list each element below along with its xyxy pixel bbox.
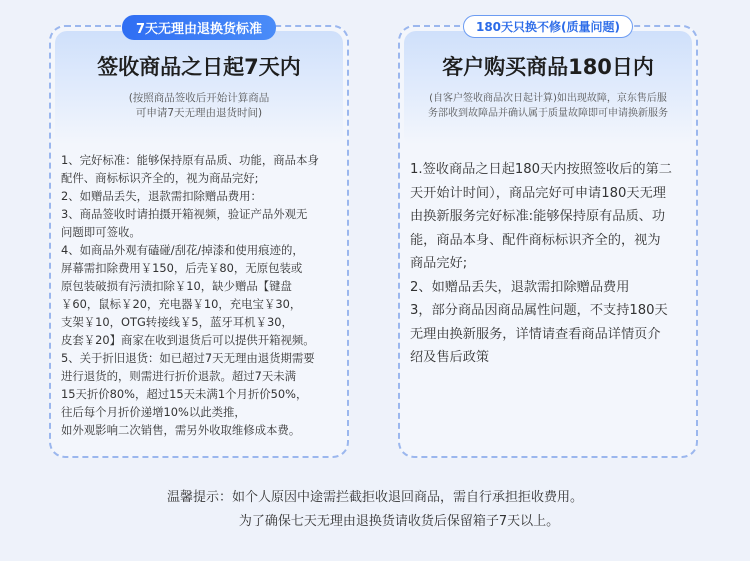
card-badge: 7天无理由退换货标准 [122, 15, 276, 40]
policy-item: 3，部分商品因商品属性问题，不支持180天 无理由换新服务，详情请查看商品详情页介 绍及售后政策 [410, 303, 668, 365]
policy-item: 4、如商品外观有磕碰/刮花/掉漆和使用痕迹的， 屏幕需扣除费用￥150，后壳￥80，无原包装或 原包装破损有污渍扣除￥10，缺少赠品【键盘 ￥60，鼠标￥20，充电器￥10，充电宝￥30， 支架￥10，OTG转接线￥5，蓝牙耳机￥30， 皮套￥20】商家在收到退货后可以提供开箱视频。 [61, 243, 315, 347]
warm-tip-line: 温馨提示：如个人原因中途需拦截拒收退回商品，需自行承担拒收费用。 [166, 490, 583, 505]
card-subtitle: (自客户签收商品次日起计算)如出现故障，京东售后服 务部收到故障品并确认属于质量故障即可申请换新服务 [428, 93, 668, 119]
card-badge: 180天只换不修(质量问题) [463, 15, 633, 38]
policy-list [61, 151, 341, 439]
card-header [404, 31, 692, 144]
policy-item: 2、如赠品丢失，退款需扣除赠品费用： [61, 189, 262, 203]
policy-item: 2、如赠品丢失，退款需扣除赠品费用 [410, 279, 630, 295]
card-header [55, 31, 343, 144]
card-title: 签收商品之日起7天内 [97, 55, 301, 79]
card-title: 客户购买商品180日内 [442, 55, 654, 79]
policy-item: 3、商品签收时请拍摄开箱视频，验证产品外观无 问题即可签收。 [61, 207, 308, 239]
policy-item: 5、关于折旧退货：如已超过7天无理由退货期需要 进行退货的，则需进行折价退款。超过7天未满 15天折价80%，超过15天未满1个月折价50%， 往后每个月折价递增10%以此类推， 如外观影响二次销售，需另外收取维修成本费。 [61, 351, 315, 437]
seven-day-return-card [49, 22, 349, 458]
warm-tip-line: 为了确保七天无理由退换货请收货后保留箱子7天以上。 [238, 514, 560, 529]
policy-item: 1、完好标准：能够保持原有品质、功能，商品本身 配件、商标标识齐全的，视为商品完好; [61, 153, 319, 185]
warm-tip [0, 486, 750, 534]
180-day-exchange-card [398, 20, 698, 458]
policy-list [410, 158, 688, 370]
card-subtitle: (按照商品签收后开始计算商品 可申请7天无理由退货时间) [128, 92, 270, 119]
policy-item: 1.签收商品之日起180天内按照签收后的第二 天开始计时间），商品完好可申请180天无理 由换新服务完好标准:能够保持原有品质、功 能，商品本身、配件商标标识齐全的，视为 商品完好; [410, 162, 672, 271]
